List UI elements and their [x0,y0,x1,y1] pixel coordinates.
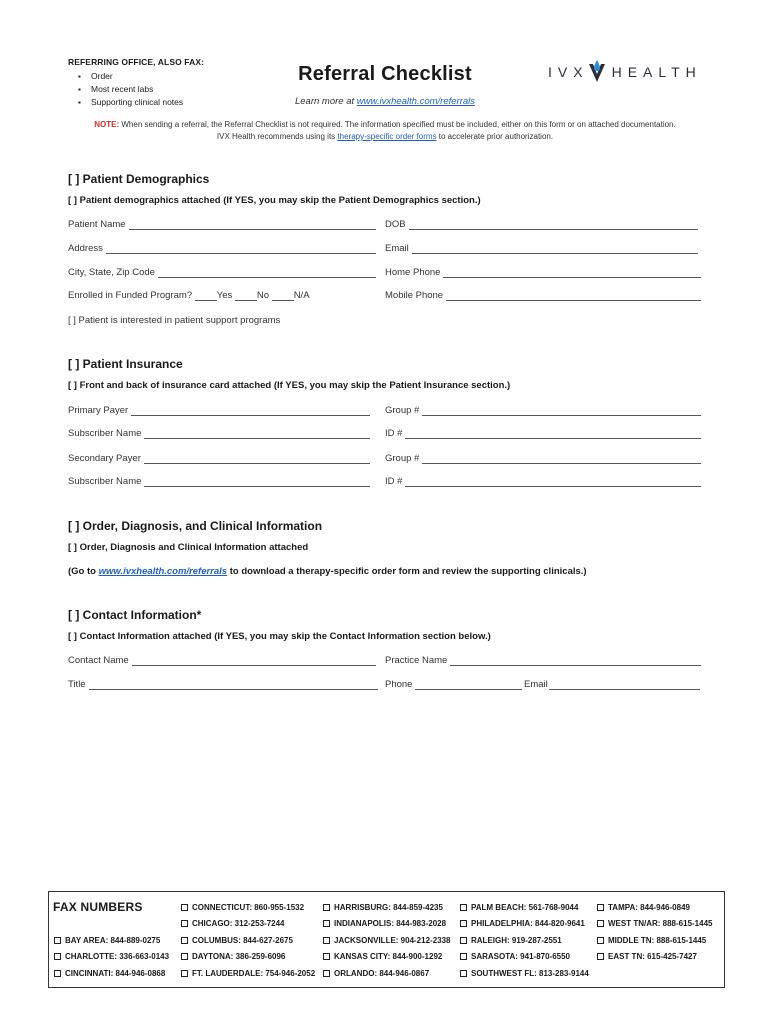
contact-section-title[interactable]: [ ] Contact Information* [68,608,202,622]
fax-label: TAMPA: 844-946-0849 [608,903,690,912]
fax-tampa[interactable] [597,903,690,912]
group-number-field-1[interactable] [385,405,701,416]
mobile-phone-field[interactable] [385,290,701,301]
fax-jacksonville[interactable] [323,936,451,945]
address-label: Address [68,243,103,254]
patient-name-field[interactable] [68,219,376,230]
na-label: N/A [293,290,310,301]
logo-health-text: HEALTH [611,64,702,80]
fax-east-tn[interactable] [597,952,697,961]
checkbox-icon[interactable] [460,953,467,960]
group-number-field-2[interactable] [385,453,701,464]
learn-more-line [0,96,770,107]
contact-attached-checkbox[interactable]: [ ] Contact Information attached (If YES, you may skip the Contact Information section below.) [68,631,491,642]
checkbox-icon[interactable] [54,970,61,977]
fax-label: SOUTHWEST FL: 813-283-9144 [471,969,589,978]
checkbox-icon[interactable] [597,920,604,927]
subscriber-name-label-2: Subscriber Name [68,476,142,487]
patient-name-label: Patient Name [68,219,126,230]
home-phone-field[interactable] [385,267,701,278]
fax-connecticut[interactable] [181,903,304,912]
page-title: Referral Checklist [298,63,472,85]
secondary-payer-label: Secondary Payer [68,453,141,464]
note2-suffix: to accelerate prior authorization. [436,132,554,141]
fax-label: MIDDLE TN: 888-615-1445 [608,936,707,945]
checkbox-icon[interactable] [323,937,330,944]
fax-raleigh[interactable] [460,936,562,945]
order-attached-checkbox[interactable]: [ ] Order, Diagnosis and Clinical Information attached [68,542,309,553]
fax-label: BAY AREA: 844-889-0275 [65,936,161,945]
order-section-title[interactable]: [ ] Order, Diagnosis, and Clinical Information [68,519,323,533]
fax-sarasota[interactable] [460,952,570,961]
checkbox-icon[interactable] [181,953,188,960]
fax-label: CHICAGO: 312-253-7244 [192,919,285,928]
checkbox-icon[interactable] [54,953,61,960]
fax-southwest-fl[interactable] [460,969,589,978]
checkbox-icon[interactable] [181,920,188,927]
email-field[interactable] [385,243,698,254]
fax-label: EAST TN: 615-425-7427 [608,952,697,961]
enrolled-program-field [68,290,310,301]
fax-kansas-city[interactable] [323,952,442,961]
fax-label: ORLANDO: 844-946-0867 [334,969,430,978]
yes-label: Yes [216,290,233,301]
group-number-label-2: Group # [385,453,420,464]
city-state-zip-label: City, State, Zip Code [68,267,155,278]
fax-philadelphia[interactable] [460,919,585,928]
email-label: Email [385,243,409,254]
fax-palm-beach[interactable] [460,903,578,912]
fax-label: RALEIGH: 919-287-2551 [471,936,562,945]
home-phone-label: Home Phone [385,267,441,278]
checkbox-icon[interactable] [181,904,188,911]
bullet-order: ▪ Order [78,70,183,83]
checkbox-icon[interactable] [323,970,330,977]
id-number-label-2: ID # [385,476,403,487]
fax-numbers-title: FAX NUMBERS [53,900,143,914]
order-forms-link[interactable]: therapy-specific order forms [337,132,437,141]
yes-blank[interactable] [195,291,217,301]
bullet-labs: ▪ Most recent labs [78,83,183,96]
fax-cincinnati[interactable] [54,969,165,978]
goto-prefix: (Go to [68,566,99,577]
title-field[interactable] [68,679,378,690]
fax-label: CHARLOTTE: 336-663-0143 [65,952,170,961]
secondary-payer-field[interactable] [68,453,370,464]
dob-field[interactable] [385,219,698,230]
subscriber-name-field-1[interactable] [68,428,370,439]
note-line-2 [0,132,770,141]
checkbox-icon[interactable] [597,904,604,911]
group-number-label-1: Group # [385,405,420,416]
mobile-phone-label: Mobile Phone [385,290,444,301]
fax-west-tn-ar[interactable] [597,919,712,928]
insurance-section-title[interactable]: [ ] Patient Insurance [68,357,183,371]
checkbox-icon[interactable] [460,937,467,944]
fax-label: COLUMBUS: 844-627-2675 [192,936,293,945]
fax-label: SARASOTA: 941-870-6550 [471,952,571,961]
fax-charlotte[interactable] [54,952,169,961]
order-goto-line [68,566,587,577]
fax-label: PALM BEACH: 561-768-9044 [471,903,579,912]
primary-payer-field[interactable] [68,405,370,416]
fax-label: WEST TN/AR: 888-615-1445 [608,919,713,928]
checkbox-icon[interactable] [597,937,604,944]
checkbox-icon[interactable] [323,904,330,911]
id-number-field-1[interactable] [385,428,701,439]
contact-name-field[interactable] [68,655,376,666]
fax-label: JACKSONVILLE: 904-212-2338 [334,936,451,945]
note-text: When sending a referral, the Referral Checklist is not required. The information specified must be included, either on this form or on attached documentation. [119,120,676,129]
dob-label: DOB [385,219,406,230]
demographics-attached-checkbox[interactable]: [ ] Patient demographics attached (If YES, you may skip the Patient Demographics section.) [68,195,481,206]
fax-harrisburg[interactable] [323,903,443,912]
fax-label: FT. LAUDERDALE: 754-946-2052 [192,969,316,978]
fax-label: KANSAS CITY: 844-900-1292 [334,952,443,961]
fax-orlando[interactable] [323,969,429,978]
fax-columbus[interactable] [181,936,293,945]
order-referrals-link[interactable]: www.ivxhealth.com/referrals [98,566,228,577]
address-field[interactable] [68,243,376,254]
fax-label: CINCINNATI: 844-946-0868 [65,969,166,978]
checkbox-icon[interactable] [181,937,188,944]
practice-name-label: Practice Name [385,655,448,666]
checkbox-icon[interactable] [323,920,330,927]
note-label: NOTE: [94,120,120,129]
phone-field[interactable] [385,679,522,690]
practice-name-field[interactable] [385,655,701,666]
checkbox-icon[interactable] [460,920,467,927]
enrolled-program-label: Enrolled in Funded Program? [68,290,193,301]
contact-email-field[interactable] [524,679,700,690]
ivx-v-droplet-icon [587,60,607,84]
primary-payer-label: Primary Payer [68,405,129,416]
id-number-field-2[interactable] [385,476,701,487]
fax-bay-area[interactable] [54,936,160,945]
city-state-zip-field[interactable] [68,267,376,278]
insurance-attached-checkbox[interactable]: [ ] Front and back of insurance card attached (If YES, you may skip the Patient Insurance section.) [68,380,511,391]
checkbox-icon[interactable] [460,970,467,977]
checkbox-icon[interactable] [181,970,188,977]
fax-indianapolis[interactable] [323,919,446,928]
subscriber-name-field-2[interactable] [68,476,370,487]
learn-more-prefix: Learn more at [294,96,357,107]
fax-label: DAYTONA: 386-259-6096 [192,952,286,961]
fax-daytona[interactable] [181,952,285,961]
ivx-health-logo [548,60,702,84]
checkbox-icon[interactable] [54,937,61,944]
demographics-section-title[interactable]: [ ] Patient Demographics [68,172,210,186]
checkbox-icon[interactable] [597,953,604,960]
fax-chicago[interactable] [181,919,284,928]
referrals-link[interactable]: www.ivxhealth.com/referrals [356,96,476,107]
id-number-label-1: ID # [385,428,403,439]
bullet-clinical-notes: ▪ Supporting clinical notes [78,96,183,109]
goto-suffix: to download a therapy-specific order form and review the supporting clinicals.) [227,566,587,577]
fax-label: INDIANAPOLIS: 844-983-2028 [334,919,447,928]
contact-email-label: Email [524,679,548,690]
fax-label: CONNECTICUT: 860-955-1532 [192,903,305,912]
logo-ivx-text: IVX [548,64,589,80]
phone-label: Phone [385,679,413,690]
fax-label: HARRISBURG: 844-859-4235 [334,903,443,912]
support-program-checkbox[interactable]: [ ] Patient is interested in patient support programs [68,315,281,326]
na-blank[interactable] [272,291,294,301]
fax-ft-lauderdale[interactable] [181,969,315,978]
referring-office-label: REFERRING OFFICE, ALSO FAX: [68,57,205,67]
subscriber-name-label-1: Subscriber Name [68,428,142,439]
checkbox-icon[interactable] [323,953,330,960]
note2-prefix: IVX Health recommends using its [216,132,338,141]
fax-middle-tn[interactable] [597,936,706,945]
no-blank[interactable] [235,291,257,301]
title-label: Title [68,679,86,690]
contact-name-label: Contact Name [68,655,129,666]
no-label: No [256,290,270,301]
checkbox-icon[interactable] [460,904,467,911]
note-line-1 [0,120,770,129]
fax-label: PHILADELPHIA: 844-820-9641 [471,919,585,928]
